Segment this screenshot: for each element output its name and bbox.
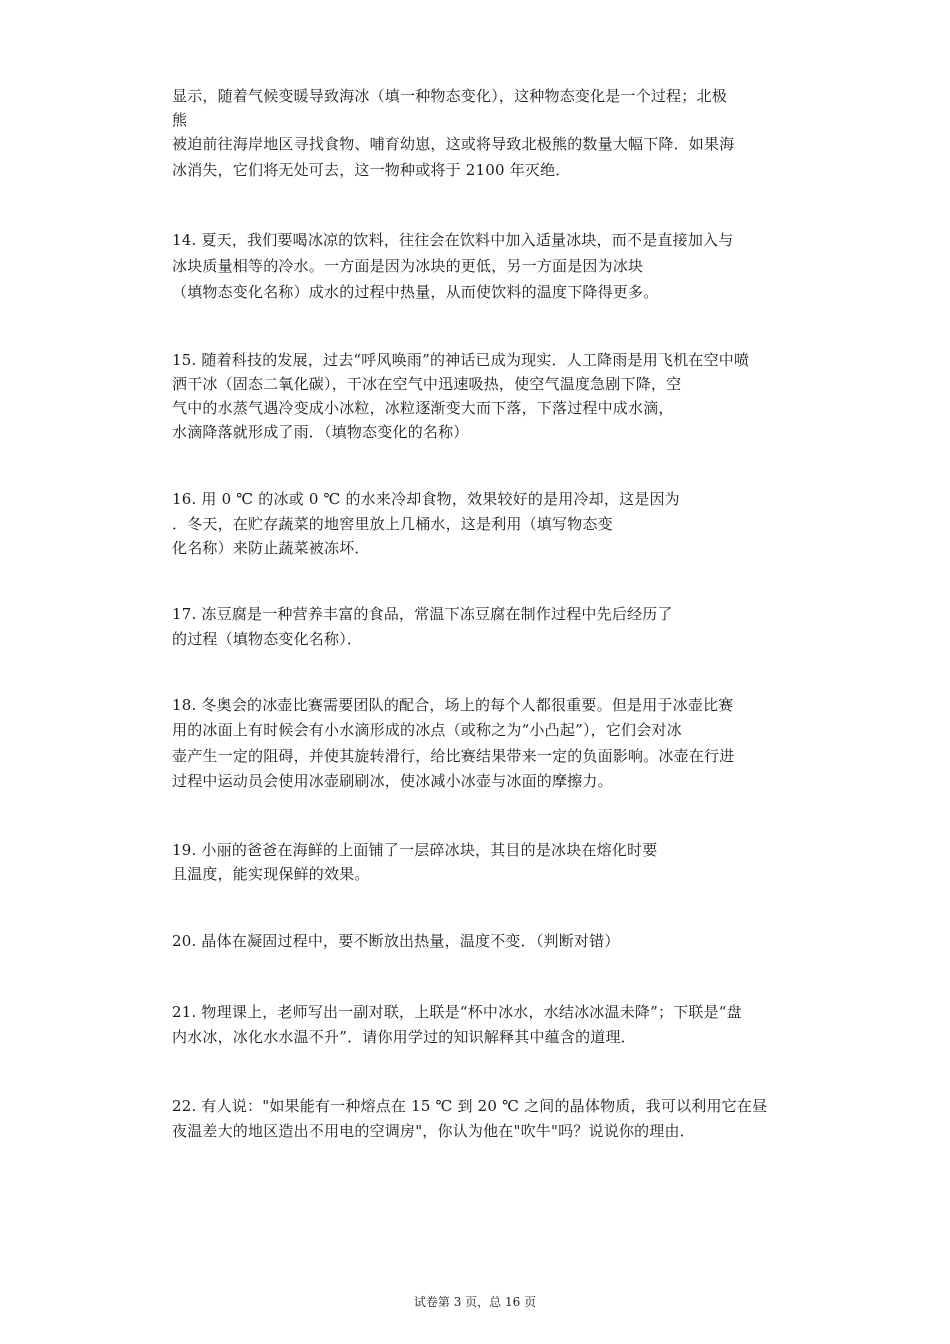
- text-line: 内水冰，冰化水水温不升”．请你用学过的知识解释其中蕴含的道理．: [172, 1028, 636, 1046]
- text-line: 16. 用 0 ℃ 的冰或 0 ℃ 的水来冷却食物，效果较好的是用冷却，这是因为: [172, 490, 680, 508]
- text-line: 19. 小丽的爸爸在海鲜的上面铺了一层碎冰块，其目的是冰块在熔化时要: [172, 841, 658, 859]
- text-line: 冰块质量相等的冷水。一方面是因为冰块的更低，另一方面是因为冰块: [172, 257, 644, 275]
- text-line: 15. 随着科技的发展，过去“呼风唤雨”的神话已成为现实．人工降雨是用飞机在空中喷: [172, 351, 750, 369]
- text-line: 气中的水蒸气遇冷变成小冰粒，冰粒逐渐变大而下落，下落过程中成水滴，: [172, 399, 674, 417]
- text-line: 18. 冬奥会的冰壶比赛需要团队的配合，场上的每个人都很重要。但是用于冰壶比赛: [172, 696, 734, 714]
- text-line: 洒干冰（固态二氧化碳），干冰在空气中迅速吸热，使空气温度急剧下降，空: [172, 375, 682, 393]
- text-line: 21. 物理课上，老师写出一副对联，上联是“杯中冰水，水结冰冰温未降”；下联是“盘: [172, 1003, 742, 1021]
- text-line: 显示，随着气候变暖导致海冰（填一种物态变化），这种物态变化是一个过程；北极: [172, 87, 727, 105]
- text-line: 熊: [172, 111, 188, 129]
- page-footer: 试卷第 3 页，总 16 页: [413, 1295, 537, 1309]
- text-line: 化名称）来防止蔬菜被冻坏．: [172, 539, 370, 557]
- text-line: 且温度，能实现保鲜的效果。: [172, 865, 370, 883]
- text-line: 过程中运动员会使用冰壶刷刷冰，使冰减小冰壶与冰面的摩擦力。: [172, 772, 613, 790]
- text-line: 用的冰面上有时候会有小水滴形成的冰点（或称之为“小凸起”），它们会对冰: [172, 721, 682, 739]
- text-line: 壶产生一定的阻碍，并使其旋转滑行，给比赛结果带来一定的负面影响。冰壶在行进: [172, 747, 735, 765]
- text-line: 14. 夏天，我们要喝冰凉的饮料，往往会在饮料中加入适量冰块，而不是直接加入与: [172, 231, 734, 249]
- text-line: 的过程（填物态变化名称）．: [172, 630, 363, 648]
- text-line: ．冬天，在贮存蔬菜的地窖里放上几桶水，这是利用（填写物态变: [172, 515, 613, 533]
- text-line: 冰消失，它们将无处可去，这一物种或将于 2100 年灭绝．: [172, 161, 571, 179]
- text-line: 夜温差大的地区造出不用电的空调房"，你认为他在"吹牛"吗？说说你的理由．: [172, 1122, 695, 1140]
- text-line: （填物态变化名称）成水的过程中热量，从而使饮料的温度下降得更多。: [172, 283, 659, 301]
- text-line: 17. 冻豆腐是一种营养丰富的食品，常温下冻豆腐在制作过程中先后经历了: [172, 605, 673, 623]
- text-line: 22. 有人说："如果能有一种熔点在 15 ℃ 到 20 ℃ 之间的晶体物质，我可以利用它在昼: [172, 1097, 768, 1115]
- text-line: 20. 晶体在凝固过程中，要不断放出热量，温度不变．（判断对错）: [172, 932, 620, 950]
- text-line: 被迫前往海岸地区寻找食物、哺育幼崽，这或将导致北极熊的数量大幅下降．如果海: [172, 135, 735, 153]
- text-line: 水滴降落就形成了雨．（填物态变化的名称）: [172, 423, 469, 441]
